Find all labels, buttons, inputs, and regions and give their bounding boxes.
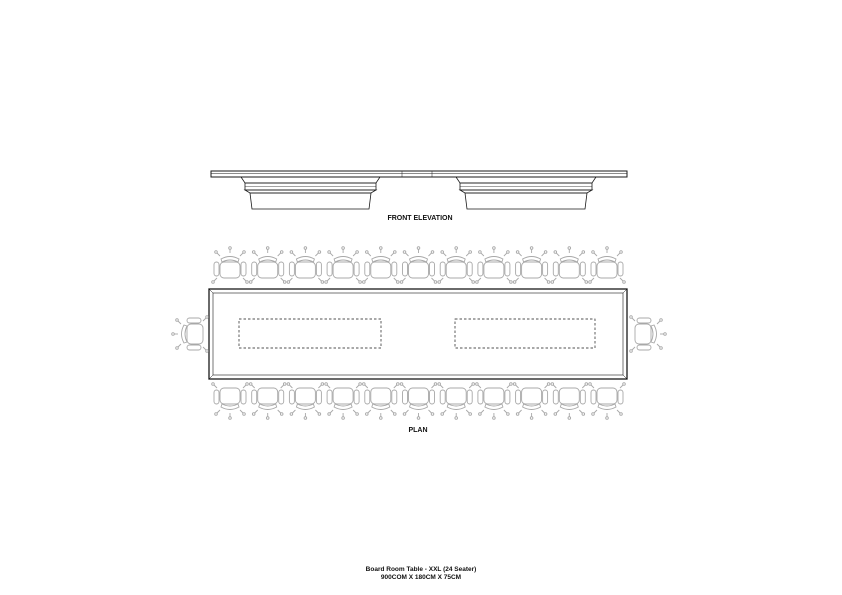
chair-icon — [325, 383, 362, 420]
chair-icon — [513, 247, 550, 284]
chairs-end-seats — [172, 316, 667, 353]
chair-icon — [589, 383, 626, 420]
chair-icon — [287, 383, 324, 420]
chair-icon — [476, 383, 513, 420]
chair-icon — [172, 316, 209, 353]
table-top-elevation — [211, 171, 627, 177]
drawing-dimensions: 900COM X 180CM X 75CM — [380, 574, 462, 581]
plan-view — [172, 247, 667, 420]
chair-icon — [513, 383, 550, 420]
chairs-bottom-row — [212, 383, 626, 420]
chair-icon — [287, 247, 324, 284]
pedestal-hidden-outlines — [239, 319, 595, 348]
chair-icon — [363, 383, 400, 420]
pedestal-right — [456, 177, 596, 209]
chair-icon — [325, 247, 362, 284]
chair-icon — [589, 247, 626, 284]
chairs-top-row — [212, 247, 626, 284]
chair-icon — [400, 383, 437, 420]
chair-icon — [212, 383, 249, 420]
chair-icon — [212, 247, 249, 284]
pedestal-left — [241, 177, 380, 209]
front-elevation-view — [211, 171, 627, 209]
chair-icon — [249, 247, 286, 284]
plan-label: PLAN — [408, 427, 428, 434]
chair-icon — [630, 316, 667, 353]
chair-icon — [438, 383, 475, 420]
chair-icon — [476, 247, 513, 284]
chair-icon — [551, 383, 588, 420]
chair-icon — [438, 247, 475, 284]
chair-icon — [363, 247, 400, 284]
chair-icon — [249, 383, 286, 420]
drawing-title: Board Room Table - XXL (24 Seater) — [365, 566, 477, 573]
front-elevation-label: FRONT ELEVATION — [387, 215, 453, 222]
table-top-plan — [209, 289, 627, 379]
chair-icon — [400, 247, 437, 284]
chair-icon — [551, 247, 588, 284]
